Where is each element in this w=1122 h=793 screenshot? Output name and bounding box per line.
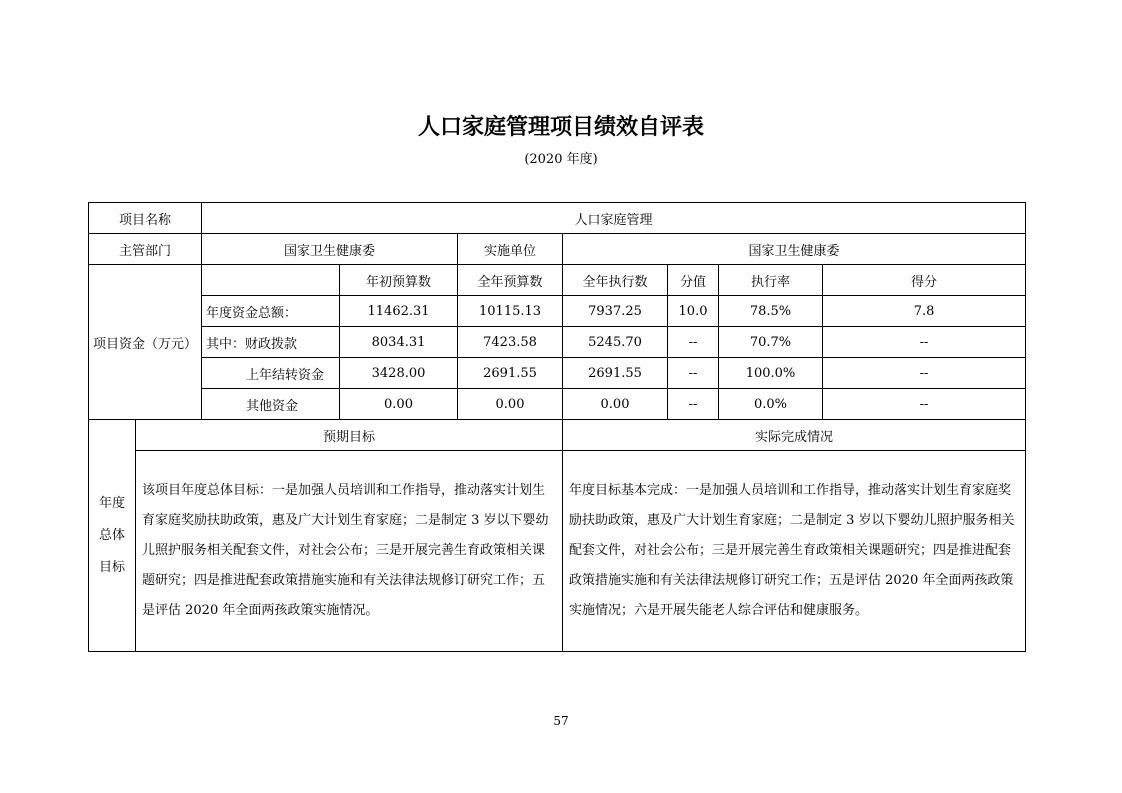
cell-value: 2691.55 [563,358,668,389]
project-name-value: 人口家庭管理 [202,203,1026,234]
cell-value: 7937.25 [563,296,668,327]
row-department [89,234,1026,265]
cell-value: 78.5% [719,296,823,327]
expected-goal-header: 预期目标 [136,420,563,451]
goal-label: 年度总体目标 [89,420,136,652]
header-exec-rate: 执行率 [719,265,823,296]
performance-table [88,202,1026,652]
dept-label: 主管部门 [89,234,202,265]
page-number: 57 [553,714,569,728]
cell-value: 70.7% [719,327,823,358]
row-project-name [89,203,1026,234]
header-weight: 分值 [668,265,719,296]
cell-value: 10.0 [668,296,719,327]
row-goal-content [89,451,1026,652]
row-other-funds [89,389,1026,420]
cell-value: 0.00 [563,389,668,420]
funds-label: 项目资金（万元） [89,265,202,420]
impl-value: 国家卫生健康委 [563,234,1026,265]
cell-value: -- [668,358,719,389]
row-label: 其他资金 [202,389,340,420]
header-annual-budget: 全年预算数 [458,265,563,296]
header-executed: 全年执行数 [563,265,668,296]
cell-value: -- [823,389,1026,420]
cell-value: -- [668,327,719,358]
row-label: 年度资金总额： [202,296,340,327]
cell-value: 5245.70 [563,327,668,358]
row-label: 上年结转资金 [202,358,340,389]
actual-result-text: 年度目标基本完成：一是加强人员培训和工作指导，推动落实计划生育家庭奖励扶助政策，惠及广大计划生育家庭；二是制定 3 岁以下婴幼儿照护服务相关配套文件，对社会公布；三是开展完善生育政策相关课题研究；四是推进配套政策措施实施和有关法律法规修订研究工作；五是评估 2020 年全面两孩政策实施情况；六是开展失能老人综合评估和健康服务。 [563,451,1026,652]
cell-value: 0.0% [719,389,823,420]
row-fiscal-funds [89,327,1026,358]
cell-value: -- [823,327,1026,358]
page-title: 人口家庭管理项目绩效自评表 [417,115,704,140]
row-goal-header [89,420,1026,451]
dept-value: 国家卫生健康委 [202,234,458,265]
cell-value: 8034.31 [340,327,458,358]
cell-value: 7423.58 [458,327,563,358]
project-name-label: 项目名称 [89,203,202,234]
expected-goal-text: 该项目年度总体目标：一是加强人员培训和工作指导，推动落实计划生育家庭奖励扶助政策，惠及广大计划生育家庭；二是制定 3 岁以下婴幼儿照护服务相关配套文件，对社会公布；三是开展完善生育政策相关课题研究；四是推进配套政策措施实施和有关法律法规修订研究工作；五是评估 2020 年全面两孩政策实施情况。 [136,451,563,652]
cell-value: 11462.31 [340,296,458,327]
header-initial-budget: 年初预算数 [340,265,458,296]
cell-value: 2691.55 [458,358,563,389]
cell-value: 3428.00 [340,358,458,389]
cell-value: 0.00 [458,389,563,420]
cell-value: 7.8 [823,296,1026,327]
cell-value: 100.0% [719,358,823,389]
cell-value: -- [823,358,1026,389]
cell-value: 0.00 [340,389,458,420]
header-score: 得分 [823,265,1026,296]
impl-label: 实施单位 [458,234,563,265]
row-carryover-funds [89,358,1026,389]
cell-value: 10115.13 [458,296,563,327]
actual-result-header: 实际完成情况 [563,420,1026,451]
page-subtitle: (2020 年度) [524,152,598,167]
cell-value: -- [668,389,719,420]
funds-header-blank [202,265,340,296]
row-total-funds [89,296,1026,327]
row-funds-header [89,265,1026,296]
row-label: 其中：财政拨款 [202,327,340,358]
